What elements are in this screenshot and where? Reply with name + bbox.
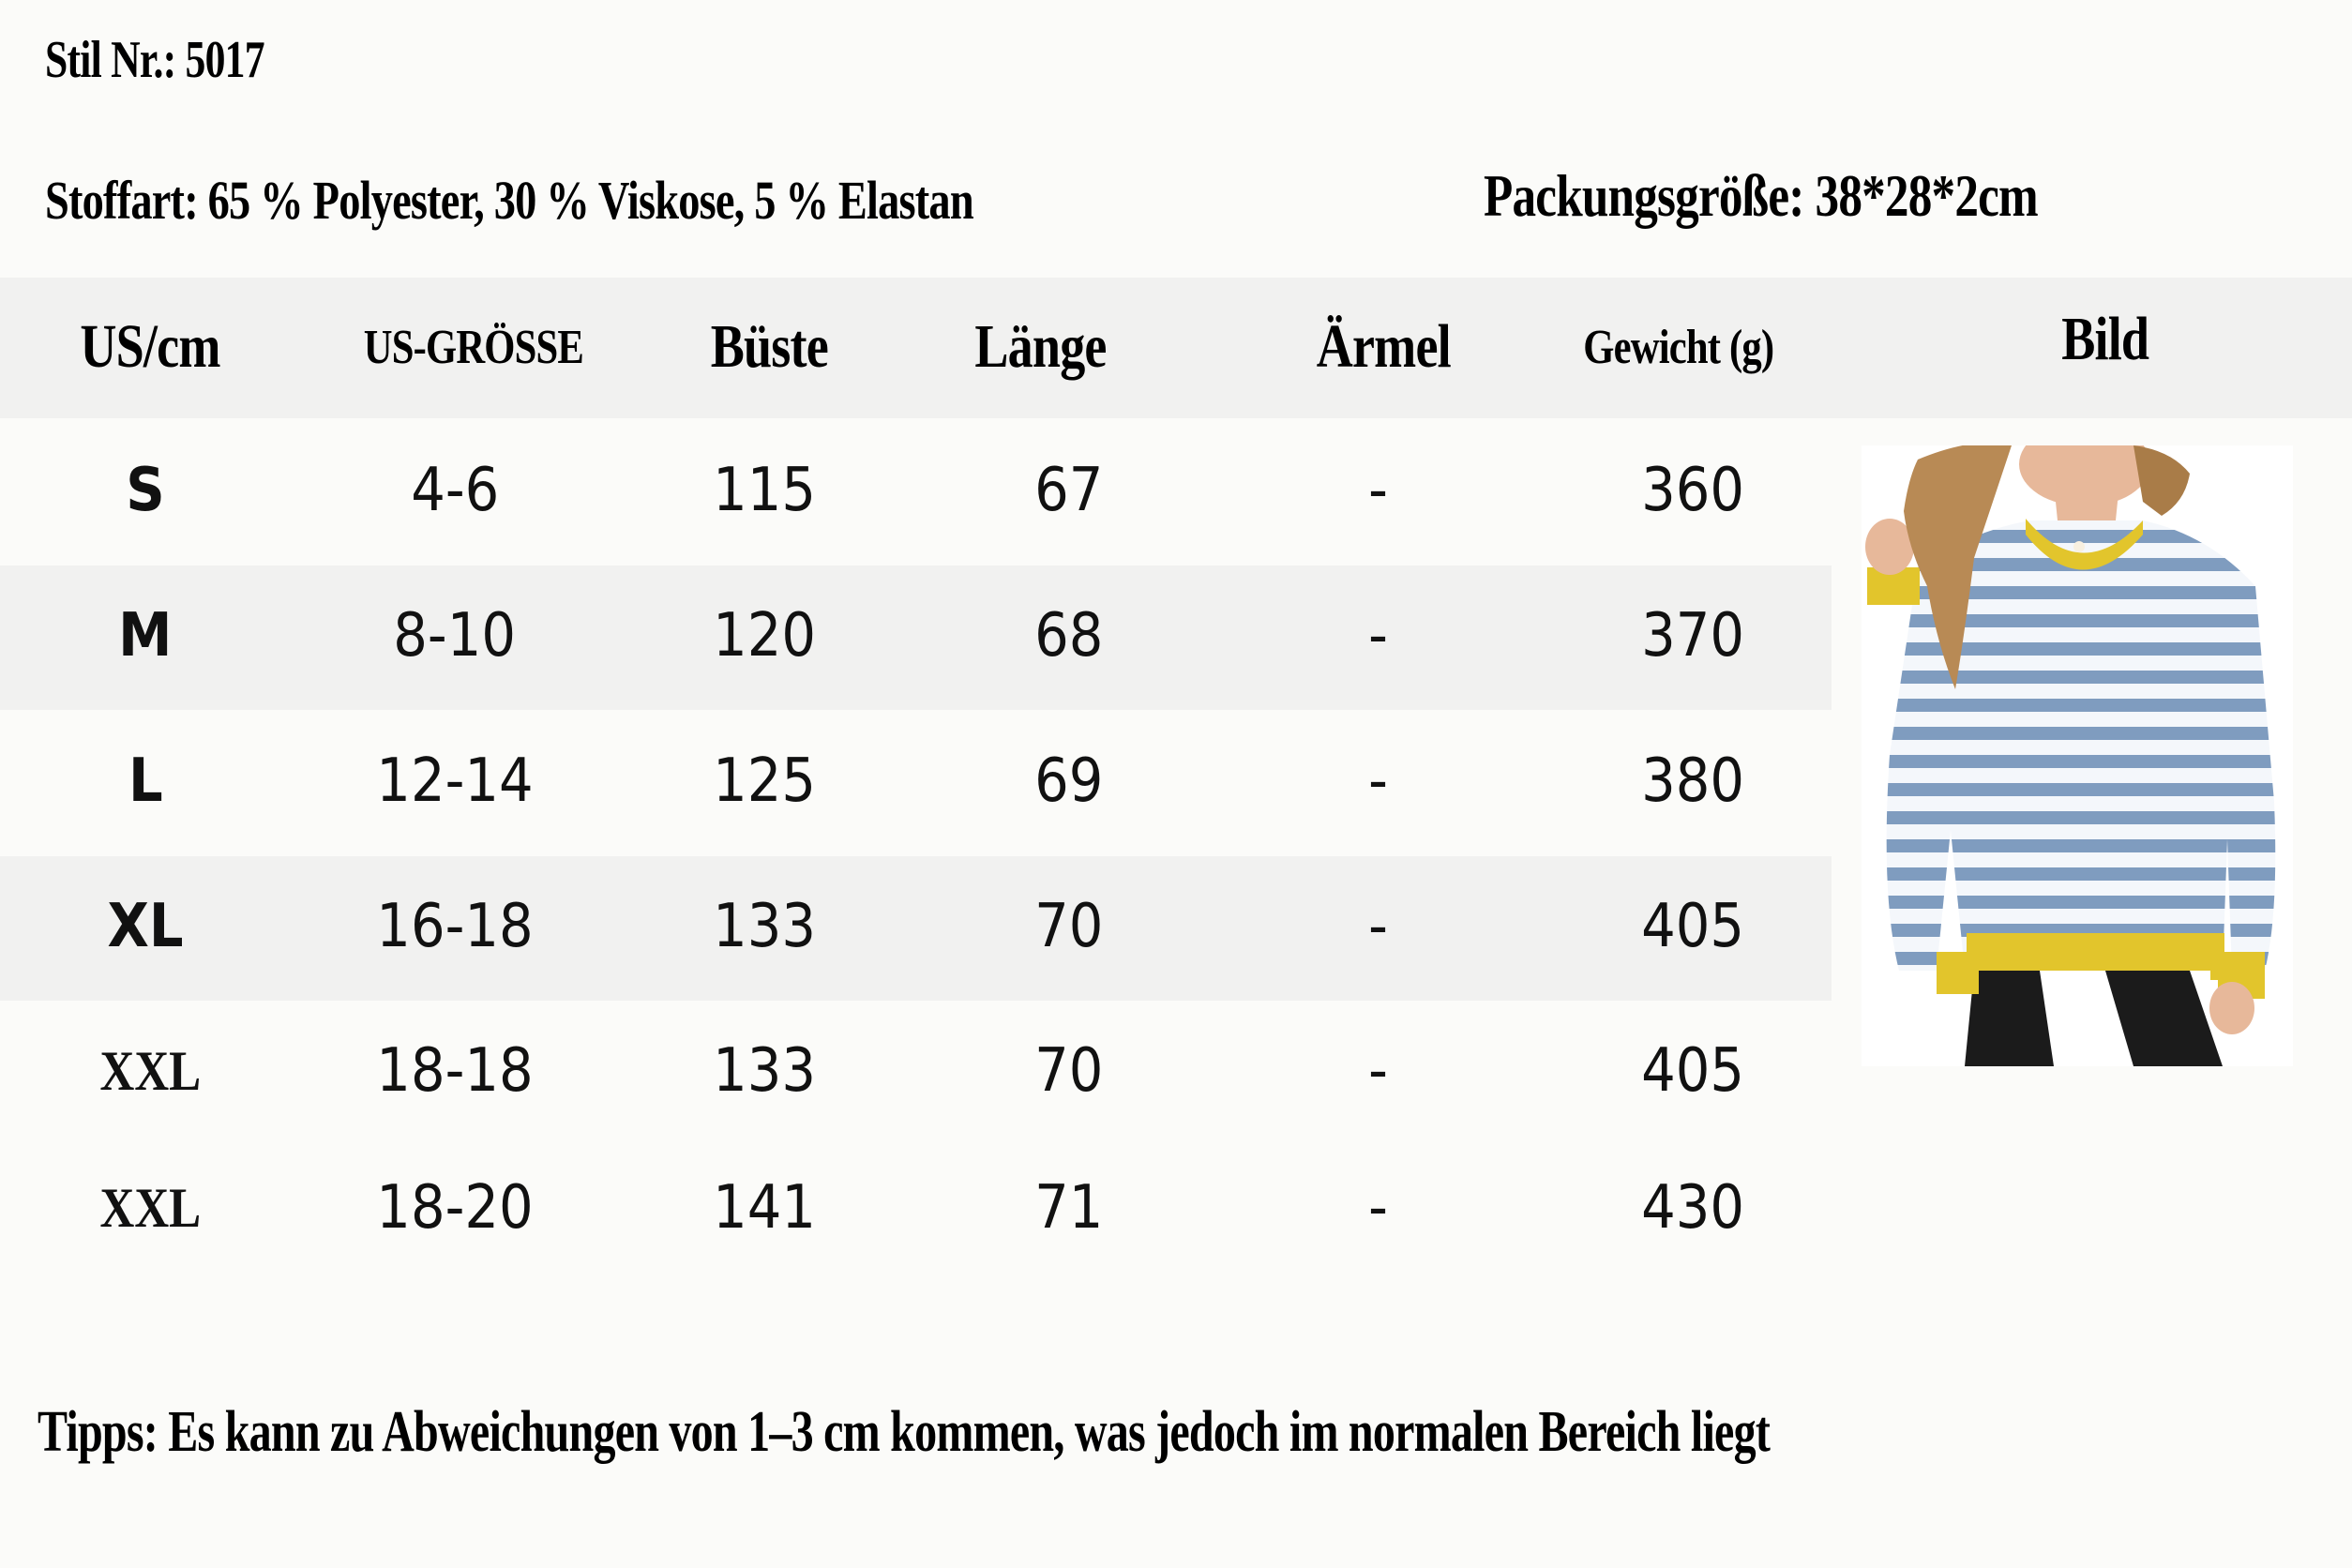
column-header-sleeve: Ärmel bbox=[1316, 312, 1451, 381]
cell-us-size: 16-18 bbox=[376, 892, 534, 961]
cell-length: 70 bbox=[1034, 892, 1104, 961]
product-image bbox=[1862, 445, 2293, 1066]
cell-sleeve: - bbox=[1368, 746, 1389, 816]
cell-bust: 141 bbox=[713, 1173, 816, 1243]
column-header-us-cm: US/cm bbox=[80, 312, 220, 381]
cell-sleeve: - bbox=[1368, 601, 1389, 671]
column-header-weight: Gewicht (g) bbox=[1583, 320, 1774, 374]
cell-weight: 405 bbox=[1641, 1036, 1744, 1106]
cell-size: XXL bbox=[99, 1039, 201, 1102]
cell-us-size: 12-14 bbox=[376, 746, 534, 816]
cell-bust: 133 bbox=[713, 1036, 816, 1106]
cell-bust: 115 bbox=[713, 456, 816, 525]
cell-weight: 360 bbox=[1641, 456, 1744, 525]
column-header-bust: Büste bbox=[710, 312, 828, 381]
cell-bust: 125 bbox=[713, 746, 816, 816]
column-header-image: Bild bbox=[2061, 305, 2149, 373]
cell-size: M bbox=[118, 601, 173, 671]
cell-size: XXL bbox=[99, 1176, 201, 1239]
column-header-length: Länge bbox=[974, 312, 1108, 381]
cell-weight: 370 bbox=[1641, 601, 1744, 671]
tips-note: Tipps: Es kann zu Abweichungen von 1–3 cm kommen, was jedoch im normalen Bereich liegt bbox=[38, 1400, 1771, 1464]
cell-length: 68 bbox=[1034, 601, 1104, 671]
fabric-composition: Stoffart: 65 % Polyester, 30 % Viskose, 5 % Elastan bbox=[45, 170, 973, 231]
cell-sleeve: - bbox=[1368, 1036, 1389, 1106]
cell-weight: 380 bbox=[1641, 746, 1744, 816]
cell-us-size: 18-18 bbox=[376, 1036, 534, 1106]
cell-us-size: 18-20 bbox=[376, 1173, 534, 1243]
row-band-m bbox=[0, 565, 1832, 710]
package-size: Packungsgröße: 38*28*2cm bbox=[1484, 162, 2038, 229]
cell-length: 69 bbox=[1034, 746, 1104, 816]
cell-sleeve: - bbox=[1368, 1173, 1389, 1243]
cell-bust: 133 bbox=[713, 892, 816, 961]
cell-sleeve: - bbox=[1368, 456, 1389, 525]
cell-sleeve: - bbox=[1368, 892, 1389, 961]
cell-us-size: 8-10 bbox=[393, 601, 517, 671]
cell-size: L bbox=[128, 746, 163, 816]
column-header-us-size: US-GRÖSSE bbox=[363, 320, 584, 374]
style-number: Stil Nr.: 5017 bbox=[45, 31, 264, 89]
cell-length: 71 bbox=[1034, 1173, 1104, 1243]
cell-bust: 120 bbox=[713, 601, 816, 671]
cell-us-size: 4-6 bbox=[410, 456, 500, 525]
cell-weight: 430 bbox=[1641, 1173, 1744, 1243]
cell-length: 67 bbox=[1034, 456, 1104, 525]
cell-weight: 405 bbox=[1641, 892, 1744, 961]
cell-size: XL bbox=[107, 892, 184, 961]
cell-size: S bbox=[126, 456, 165, 525]
cell-length: 70 bbox=[1034, 1036, 1104, 1106]
row-band-xl bbox=[0, 856, 1832, 1001]
